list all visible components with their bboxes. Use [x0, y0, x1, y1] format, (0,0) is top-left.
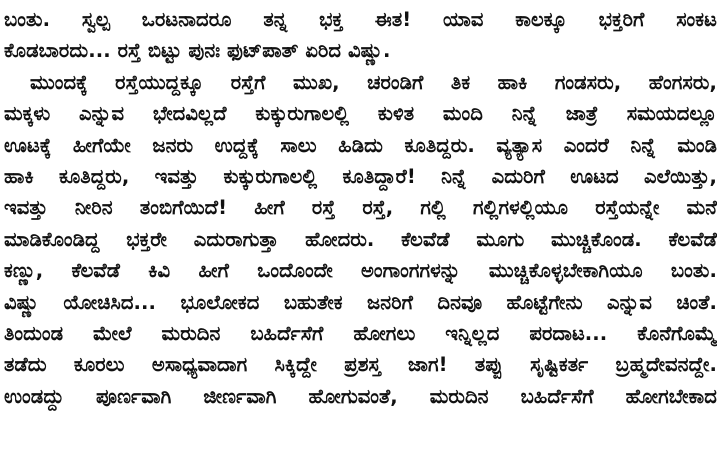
- text-line: ಇವತ್ತು ನೀರಿನ ತಂಬಿಗೆಯಿದೆ! ಹೀಗೆ ರಸ್ತೆ ರಸ್ತೆ, ಗಲ್ಲಿ ಗಲ್ಲಿಗಳಲ್ಲಿಯೂ ರಸ್ತೆಯನ್ನೇ ಮನೆ: [4, 196, 717, 220]
- text-line: ಮಕ್ಕಳು ಎನ್ನುವ ಭೇದವಿಲ್ಲದೆ ಕುಕ್ಕುರುಗಾಲಲ್ಲಿ ಕುಳಿತ ಮಂದಿ ನಿನ್ನೆ ಜಾತ್ರೆ ಸಮಯದಲ್ಲೂ: [4, 102, 717, 126]
- text-line: ಉಂಡದ್ದು ಪೂರ್ಣವಾಗಿ ಜೀರ್ಣವಾಗಿ ಹೋಗುವಂತೆ, ಮರುದಿನ ಬಹಿರ್ದೆಸೆಗೆ ಹೋಗಬೇಕಾದ: [4, 384, 717, 408]
- text-line: ಕಣ್ಣು, ಕೆಲವೆಡೆ ಕಿವಿ ಹೀಗೆ ಒಂದೊಂದೇ ಅಂಗಾಂಗಗಳನ್ನು ಮುಚ್ಚಿಕೊಳ್ಳಬೇಕಾಗಿಯೂ ಬಂತು.: [4, 259, 717, 283]
- text-line: ತಿಂದುಂಡ ಮೇಲೆ ಮರುದಿನ ಬಹಿರ್ದೆಸೆಗೆ ಹೋಗಲು ಇನ್ನಿಲ್ಲದ ಪರದಾಟ... ಕೊನೆಗೊಮ್ಮೆ: [4, 321, 717, 345]
- text-line: ಕೊಡಬಾರದು... ರಸ್ತೆ ಬಿಟ್ಟು ಪುನಃ ಫುಟ್‌ಪಾತ್ ಏರಿದ ವಿಷ್ಣು.: [4, 39, 391, 63]
- text-line: ವಿಷ್ಣು ಯೋಚಿಸಿದ... ಭೂಲೋಕದ ಬಹುತೇಕ ಜನರಿಗೆ ದಿನವೂ ಹೊಟ್ಟೆಗೇನು ಎನ್ನುವ ಚಿಂತೆ.: [4, 290, 717, 314]
- text-line: ಬಂತು. ಸ್ವಲ್ಪ ಒರಟನಾದರೂ ತನ್ನ ಭಕ್ತ ಈತ! ಯಾವ ಕಾಲಕ್ಕೂ ಭಕ್ತರಿಗೆ ಸಂಕಟ: [4, 8, 717, 31]
- text-line: ತಡೆದು ಕೂರಲು ಅಸಾಧ್ಯವಾದಾಗ ಸಿಕ್ಕಿದ್ದೇ ಪ್ರಶಸ್ತ ಜಾಗ! ತಪ್ಪು ಸೃಷ್ಟಿಕರ್ತ ಬ್ರಹ್ಮದೇವನದ್ದೇ.: [4, 353, 717, 377]
- paragraph-2: [4, 67, 717, 412]
- text-line: ಮುಂದಕ್ಕೆ ರಸ್ತೆಯುದ್ದಕ್ಕೂ ರಸ್ತೆಗೆ ಮುಖ, ಚರಂಡಿಗೆ ತಿಕ ಹಾಕಿ ಗಂಡಸರು, ಹೆಂಗಸರು,: [30, 70, 717, 94]
- paragraph-1: [4, 4, 717, 67]
- text-line: ಮಾಡಿಕೊಂಡಿದ್ದ ಭಕ್ತರೇ ಎದುರಾಗುತ್ತಾ ಹೋದರು. ಕೆಲವೆಡೆ ಮೂಗು ಮುಚ್ಚಿಕೊಂಡ. ಕೆಲವೆಡೆ: [4, 227, 717, 251]
- text-line: ಊಟಕ್ಕೆ ಹೀಗೆಯೇ ಜನರು ಉದ್ದಕ್ಕೆ ಸಾಲು ಹಿಡಿದು ಕೂತಿದ್ದರು. ವ್ಯತ್ಯಾಸ ಎಂದರೆ ನಿನ್ನೆ ಮಂಡಿ: [4, 133, 717, 157]
- text-line: ಹಾಕಿ ಕೂತಿದ್ದರು, ಇವತ್ತು ಕುಕ್ಕುರುಗಾಲಲ್ಲಿ ಕೂತಿದ್ದಾರೆ! ನಿನ್ನೆ ಎದುರಿಗೆ ಊಟದ ಎಲೆಯಿತ್ತು,: [4, 164, 717, 188]
